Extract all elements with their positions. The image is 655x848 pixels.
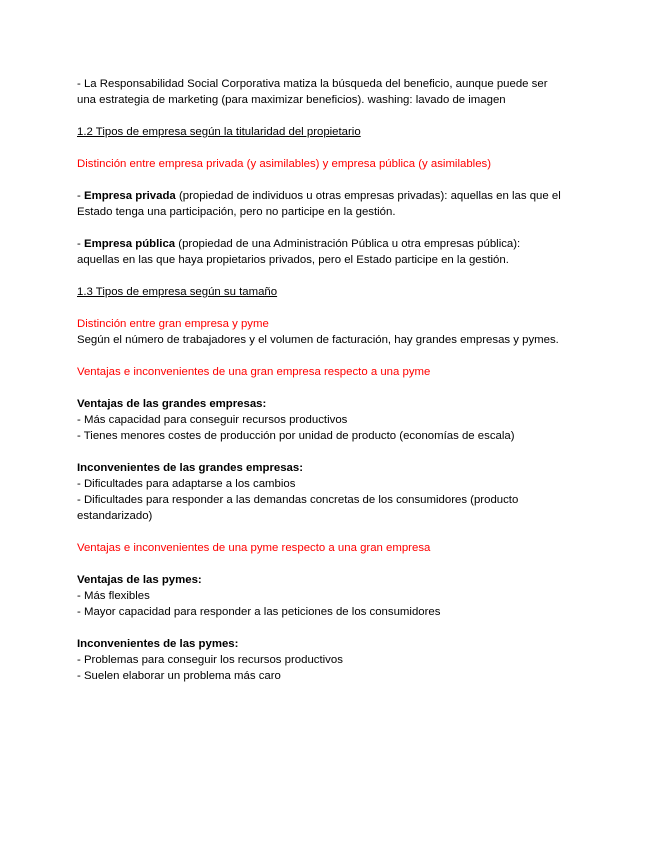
list-title: Inconvenientes de las grandes empresas: [77,462,304,474]
paragraph-line [77,188,587,204]
section-heading-1-2: 1.2 Tipos de empresa según la titularidad del propietario [77,126,361,138]
document-body [77,76,587,684]
list-item: - Suelen elaborar un problema más caro [77,670,281,682]
list-title: Ventajas de las grandes empresas: [77,398,267,410]
section-heading-1-3: 1.3 Tipos de empresa según su tamaño [77,286,278,298]
paragraph-line: una estrategia de marketing (para maximizar beneficios). washing: lavado de imagen [77,94,506,106]
red-subheading: Distinción entre gran empresa y pyme [77,318,269,330]
red-subheading: Ventajas e inconvenientes de una gran empresa respecto a una pyme [77,366,431,378]
paragraph-line: Estado tenga una participación, pero no participe en la gestión. [77,206,396,218]
dash-prefix: - [77,238,84,250]
list-item: - Más flexibles [77,590,150,602]
term-definition: (propiedad de una Administración Pública u otra empresas pública): [175,238,521,250]
list-item: - Mayor capacidad para responder a las peticiones de los consumidores [77,606,441,618]
list-title: Inconvenientes de las pymes: [77,638,239,650]
list-item: - Problemas para conseguir los recursos productivos [77,654,343,666]
red-subheading: Ventajas e inconvenientes de una pyme respecto a una gran empresa [77,542,431,554]
list-item: - Dificultades para adaptarse a los cambios [77,478,296,490]
term-definition: (propiedad de individuos u otras empresas privadas): aquellas en las que el [175,190,561,202]
list-title: Ventajas de las pymes: [77,574,202,586]
paragraph-line: - La Responsabilidad Social Corporativa matiza la búsqueda del beneficio, aunque puede ser [77,78,548,90]
list-item: - Más capacidad para conseguir recursos productivos [77,414,348,426]
list-item: - Tienes menores costes de producción por unidad de producto (economías de escala) [77,430,515,442]
dash-prefix: - [77,190,84,202]
paragraph-line: Según el número de trabajadores y el volumen de facturación, hay grandes empresas y pymes. [77,334,559,346]
list-item: estandarizado) [77,510,153,522]
paragraph-line [77,236,587,252]
paragraph-line: aquellas en las que haya propietarios privados, pero el Estado participe en la gestión. [77,254,509,266]
bold-term: Empresa pública [83,238,176,250]
red-subheading: Distinción entre empresa privada (y asimilables) y empresa pública (y asimilables) [77,158,492,170]
list-item: - Dificultades para responder a las demandas concretas de los consumidores (producto [77,494,519,506]
bold-term: Empresa privada [83,190,176,202]
